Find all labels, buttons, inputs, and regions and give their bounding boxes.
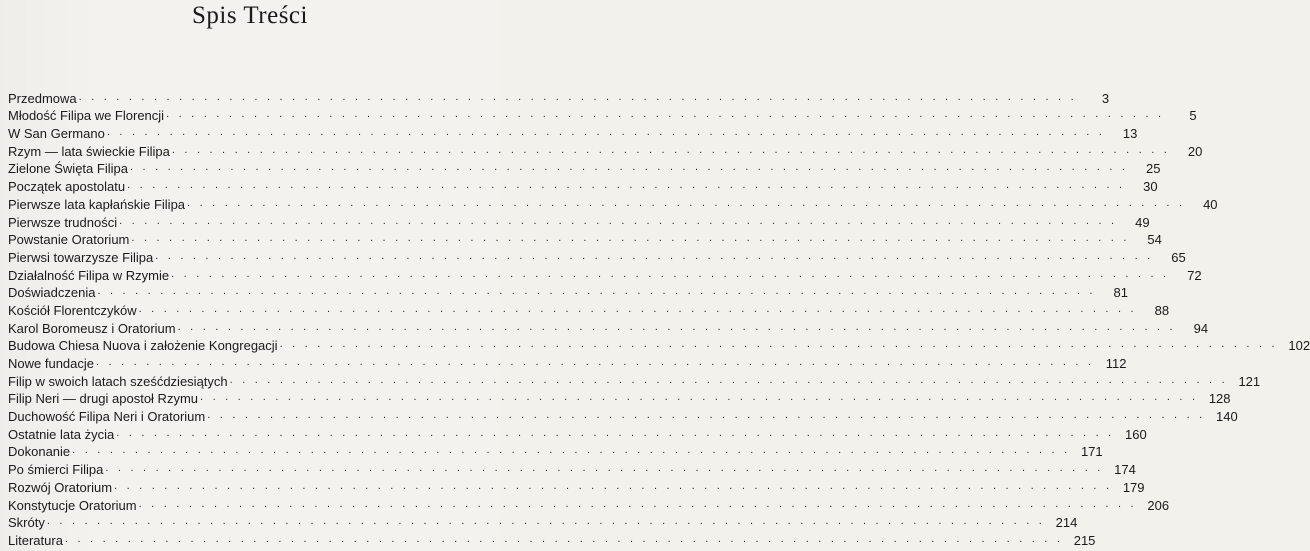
toc-entry-title: Skróty [8, 515, 45, 531]
toc-entry-page: 128 [1208, 391, 1231, 407]
dot-leader: ................................................................................ [131, 232, 1136, 245]
toc-entry [8, 424, 1147, 442]
dot-leader: ................................................................................ [105, 462, 1110, 475]
toc-entry-title: Pierwsze trudności [8, 214, 118, 230]
toc-entry-page: 25 [1145, 161, 1161, 177]
dot-leader: ................................................................................ [187, 196, 1192, 209]
toc-entry-title: Pierwsze lata kapłańskie Filipa [8, 196, 186, 212]
dot-leader: ................................................................................ [127, 179, 1132, 192]
toc-entry [8, 141, 1203, 159]
toc-entry-page: 88 [1154, 302, 1170, 318]
toc-entry-page: 30 [1143, 179, 1158, 195]
toc-entry-title: Pierwsi towarzysze Filipa [8, 249, 154, 265]
toc-entry [8, 176, 1158, 195]
dot-leader: ................................................................................ [72, 444, 1077, 457]
toc-entry [8, 300, 1170, 318]
toc-entry-page: 140 [1216, 409, 1238, 425]
toc-entry-title: Przedmowa [8, 90, 77, 106]
toc-entry-title: Duchowość Filipa Neri i Oratorium [8, 409, 206, 425]
dot-leader: ................................................................................ [138, 497, 1144, 510]
toc-entry-title: Rozwój Oratorium [8, 479, 113, 495]
toc-entry [8, 442, 1103, 460]
toc-entry [8, 194, 1218, 212]
toc-entry [8, 159, 1161, 177]
toc-entry [8, 318, 1209, 336]
table-of-contents [8, 88, 1310, 548]
toc-entry [8, 212, 1150, 230]
toc-entry-title: Młodość Filipa we Florencji [8, 108, 165, 124]
toc-entry-page: 81 [1113, 285, 1128, 301]
toc-entry [8, 371, 1261, 389]
toc-entry-page: 112 [1105, 356, 1127, 371]
toc-entry-page: 121 [1238, 373, 1261, 389]
toc-entry-title: Literatura [8, 532, 63, 548]
toc-entry-title: Filip w swoich latach sześćdziesiątych [8, 373, 228, 389]
dot-leader: ................................................................................ [64, 532, 1070, 545]
toc-entry-title: Ostatnie lata życia [8, 426, 115, 442]
toc-entry-page: 179 [1122, 479, 1145, 495]
toc-entry-title: Powstanie Oratorium [8, 232, 130, 248]
toc-entry-title: Po śmierci Filipa [8, 462, 104, 478]
toc-entry-title: Zielone Święta Filipa [8, 161, 128, 177]
toc-entry-page: 13 [1122, 126, 1138, 142]
toc-entry [8, 283, 1128, 301]
dot-leader: ................................................................................ [279, 338, 1285, 351]
toc-entry [8, 513, 1078, 531]
toc-entry [8, 389, 1231, 407]
dot-leader: ................................................................................ [116, 426, 1121, 439]
dot-leader: ................................................................................ [106, 126, 1112, 139]
dot-leader: ................................................................................ [177, 320, 1183, 333]
dot-leader: ................................................................................ [200, 391, 1205, 404]
toc-entry-page: 20 [1187, 143, 1203, 159]
toc-entry-page: 3 [1101, 90, 1110, 106]
toc-entry [8, 247, 1186, 265]
toc-entry [8, 530, 1096, 548]
toc-entry-title: Nowe fundacje [8, 356, 94, 371]
toc-entry-page: 72 [1187, 267, 1202, 283]
toc-entry-title: Budowa Chiesa Nuova i założenie Kongregacji [8, 338, 278, 354]
toc-entry-title: Dokonanie [8, 444, 71, 460]
dot-leader: ................................................................................ [97, 285, 1102, 298]
toc-entry-title: W San Germano [8, 126, 105, 142]
toc-entry-page: 206 [1147, 497, 1170, 513]
toc-entry-title: Rzym — lata świeckie Filipa [8, 143, 170, 159]
toc-entry-page: 102 [1288, 338, 1310, 354]
toc-entry-title: Działalność Filipa w Rzymie [8, 267, 170, 283]
toc-entry [8, 123, 1138, 142]
toc-entry-page: 174 [1114, 462, 1136, 478]
toc-entry [8, 353, 1127, 371]
toc-entry [8, 477, 1145, 495]
toc-entry-page: 49 [1135, 214, 1150, 230]
toc-entry-page: 160 [1125, 426, 1147, 442]
dot-leader: ................................................................................ [138, 302, 1144, 315]
dot-leader: ................................................................................ [229, 373, 1235, 386]
dot-leader: ................................................................................ [207, 409, 1212, 422]
toc-entry [8, 230, 1162, 248]
toc-entry [8, 336, 1310, 354]
toc-entry-title: Doświadczenia [8, 285, 96, 301]
toc-entry-title: Karol Boromeusz i Oratorium [8, 320, 176, 336]
toc-entry-page: 40 [1203, 196, 1218, 212]
toc-entry [8, 265, 1202, 283]
dot-leader: ................................................................................ [155, 249, 1160, 262]
toc-entry-page: 214 [1055, 515, 1078, 531]
page-title: Spis Treści [192, 2, 308, 29]
dot-leader: ................................................................................ [119, 214, 1124, 227]
toc-entry-page: 94 [1193, 320, 1209, 336]
toc-entry [8, 459, 1136, 478]
toc-entry-title: Początek apostolatu [8, 179, 126, 195]
toc-entry-page: 5 [1189, 108, 1197, 124]
toc-entry-page: 54 [1147, 232, 1162, 248]
toc-entry-page: 215 [1073, 532, 1096, 548]
toc-entry-title: Kościół Florentczyków [8, 302, 137, 318]
toc-entry-page: 65 [1171, 249, 1186, 265]
toc-entry [8, 106, 1197, 124]
toc-entry-page: 171 [1080, 444, 1103, 460]
dot-leader: ................................................................................ [96, 356, 1101, 368]
toc-entry-title: Konstytucje Oratorium [8, 497, 137, 513]
dot-leader: ................................................................................ [166, 108, 1171, 121]
toc-entry [8, 495, 1170, 513]
dot-leader: ................................................................................ [129, 161, 1135, 174]
dot-leader: ................................................................................ [46, 515, 1052, 528]
toc-entry [8, 406, 1238, 425]
toc-entry-title: Filip Neri — drugi apostoł Rzymu [8, 391, 199, 407]
dot-leader: ................................................................................ [78, 90, 1084, 103]
toc-entry [8, 88, 1110, 106]
dot-leader: ................................................................................ [171, 143, 1177, 156]
dot-leader: ................................................................................ [171, 267, 1176, 280]
dot-leader: ................................................................................ [114, 479, 1119, 492]
